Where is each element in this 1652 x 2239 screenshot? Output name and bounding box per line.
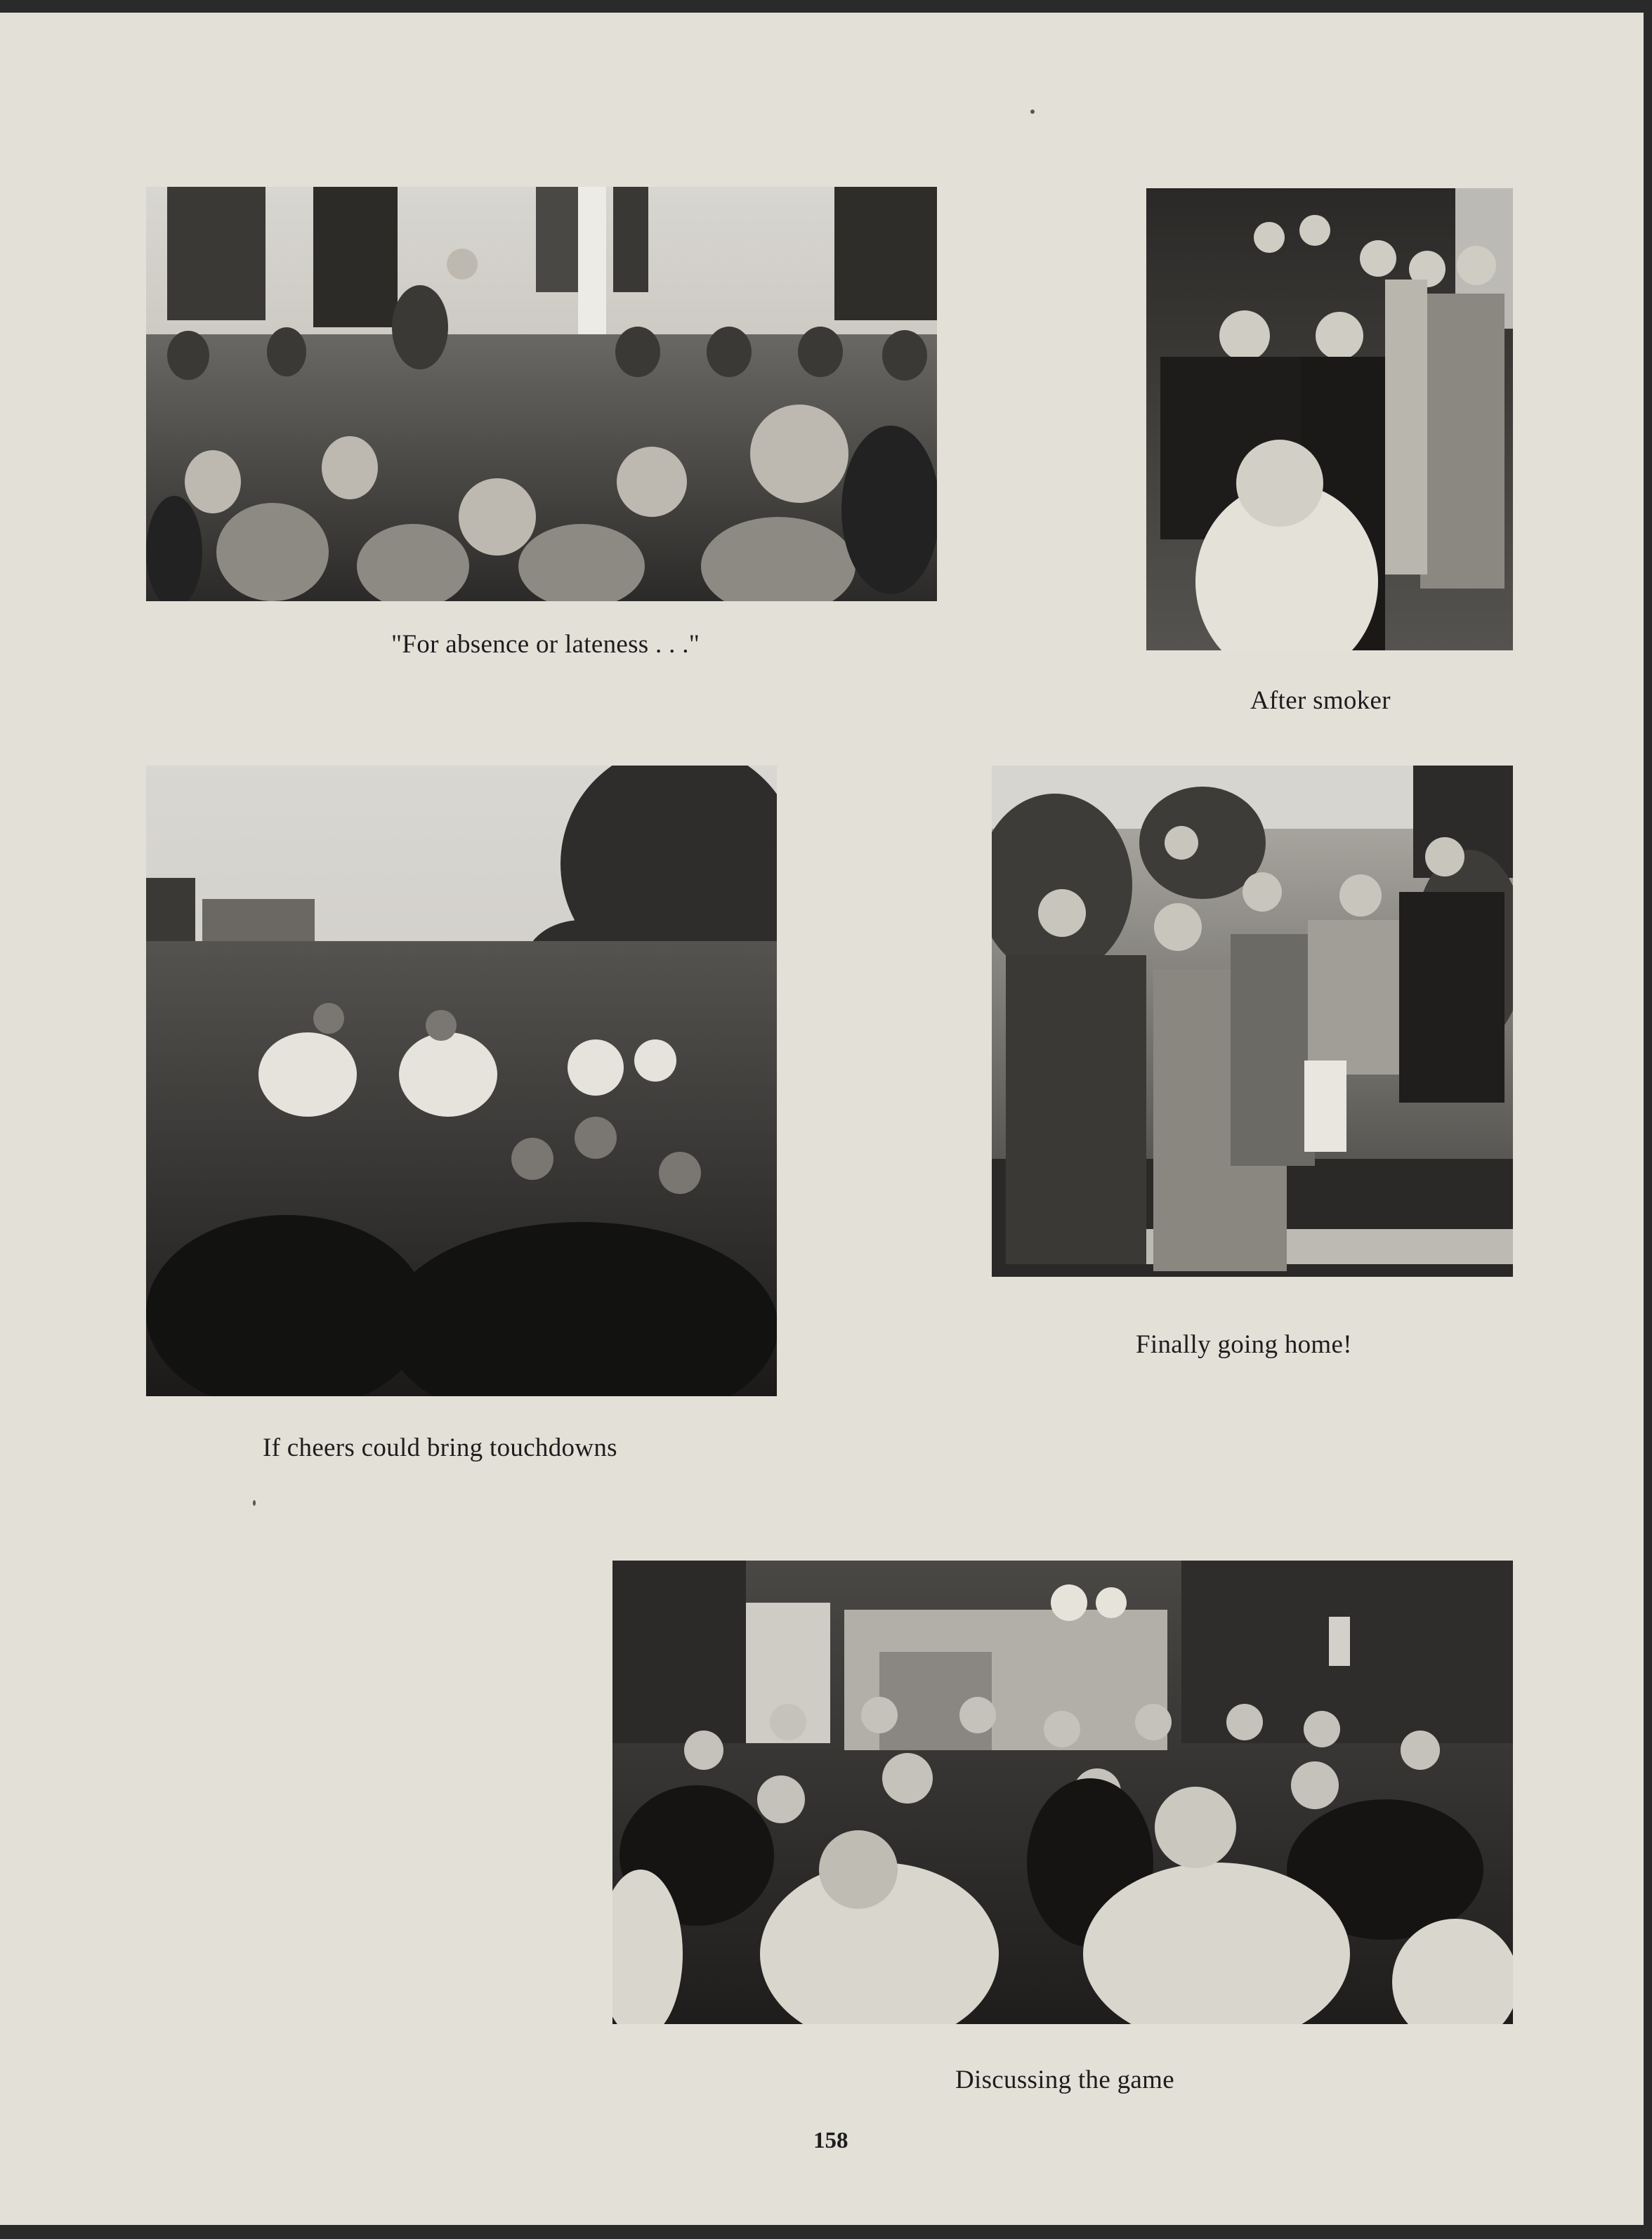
page-number: 158 [813,2128,848,2153]
photo-after-smoker [1146,188,1513,650]
paper-speck [253,1500,256,1506]
photo-discussing-game [612,1561,1513,2024]
photo-caption: Finally going home! [1136,1330,1352,1359]
photo-cheering-crowd [146,766,777,1396]
photo-caption: Discussing the game [955,2066,1174,2094]
paper-speck [1030,110,1035,114]
photo-caption: If cheers could bring touchdowns [263,1433,617,1462]
photo-caption: "For absence or lateness . . ." [391,630,700,659]
yearbook-page [0,13,1644,2225]
photo-caption: After smoker [1250,686,1391,715]
photo-assembly [146,187,937,601]
photo-going-home [992,766,1513,1277]
